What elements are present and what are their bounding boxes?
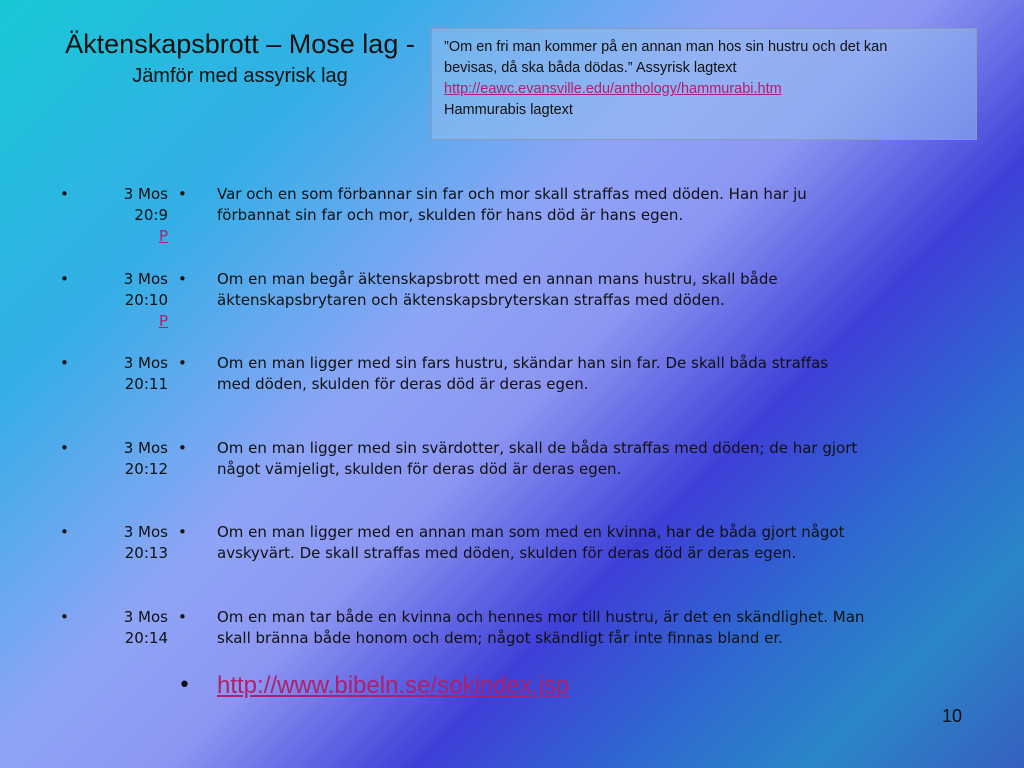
bullet-icon: • [178, 608, 187, 626]
ref-chapter: 20:11 [124, 375, 168, 393]
ref-book: 3 Mos [123, 354, 168, 372]
bullet-icon: • [178, 185, 187, 203]
ref-chapter: 20:14 [124, 629, 168, 647]
verse-line: Om en man ligger med sin fars hustru, skändar han sin far. De skall båda straffas [217, 354, 829, 372]
ref-chapter: 20:12 [124, 460, 168, 478]
hammurabi-link[interactable]: http://eawc.evansville.edu/anthology/hammurabi.htm [444, 81, 782, 97]
verse-line: Om en man ligger med sin svärdotter, skall de båda straffas med döden; de har gjort [217, 439, 858, 457]
ref-link-p[interactable]: P [158, 312, 168, 330]
bullet-icon: • [60, 523, 69, 541]
bullet-icon: • [178, 523, 187, 541]
ref-chapter: 20:10 [124, 291, 168, 309]
verse-line: med döden, skulden för deras död är deras egen. [217, 375, 589, 393]
quote-line-2: bevisas, då ska båda dödas.” Assyrisk lagtext [444, 60, 737, 76]
ref-link-p[interactable]: P [158, 227, 168, 245]
quote-line-1: ”Om en fri man kommer på en annan man hos sin hustru och det kan [444, 39, 888, 55]
verse-line: Var och en som förbannar sin far och mor skall straffas med döden. Han har ju [217, 185, 807, 203]
title-main: Äktenskapsbrott – Mose lag - [65, 29, 415, 59]
quote-line-4: Hammurabis lagtext [444, 102, 573, 118]
bullet-icon: • [178, 270, 187, 288]
bullet-icon: • [60, 439, 69, 457]
verse-line: något vämjeligt, skulden för deras död är deras egen. [217, 460, 622, 478]
ref-chapter: 20:9 [134, 206, 168, 224]
verse-line: skall bränna både honom och dem; något skändligt får inte finnas bland er. [217, 629, 783, 647]
slide-title [50, 28, 430, 90]
ref-book: 3 Mos [123, 270, 168, 288]
bullet-icon: • [60, 270, 69, 288]
bullet-icon: • [60, 354, 69, 372]
bullet-icon: • [60, 185, 69, 203]
bibeln-link[interactable]: http://www.bibeln.se/sokindex.jsp [217, 672, 570, 699]
ref-book: 3 Mos [123, 185, 168, 203]
verse-line: Om en man begår äktenskapsbrott med en annan mans hustru, skall både [217, 270, 778, 288]
ref-book: 3 Mos [123, 608, 168, 626]
verse-line: förbannat sin far och mor, skulden för hans död är hans egen. [217, 206, 684, 224]
title-sub: Jämför med assyrisk lag [132, 65, 348, 87]
bullet-icon: • [178, 673, 191, 698]
quote-box [431, 28, 977, 140]
bullet-icon: • [60, 608, 69, 626]
page-number: 10 [941, 706, 962, 726]
ref-book: 3 Mos [123, 439, 168, 457]
verse-line: Om en man ligger med en annan man som med en kvinna, har de båda gjort något [217, 523, 845, 541]
verse-line: avskyvärt. De skall straffas med döden, skulden för deras död är deras egen. [217, 544, 797, 562]
verse-line: Om en man tar både en kvinna och hennes mor till hustru, är det en skändlighet. Man [217, 608, 865, 626]
ref-book: 3 Mos [123, 523, 168, 541]
verse-line: äktenskapsbrytaren och äktenskapsbryterskan straffas med döden. [217, 291, 725, 309]
ref-chapter: 20:13 [124, 544, 168, 562]
bullet-icon: • [178, 439, 187, 457]
bullet-icon: • [178, 354, 187, 372]
